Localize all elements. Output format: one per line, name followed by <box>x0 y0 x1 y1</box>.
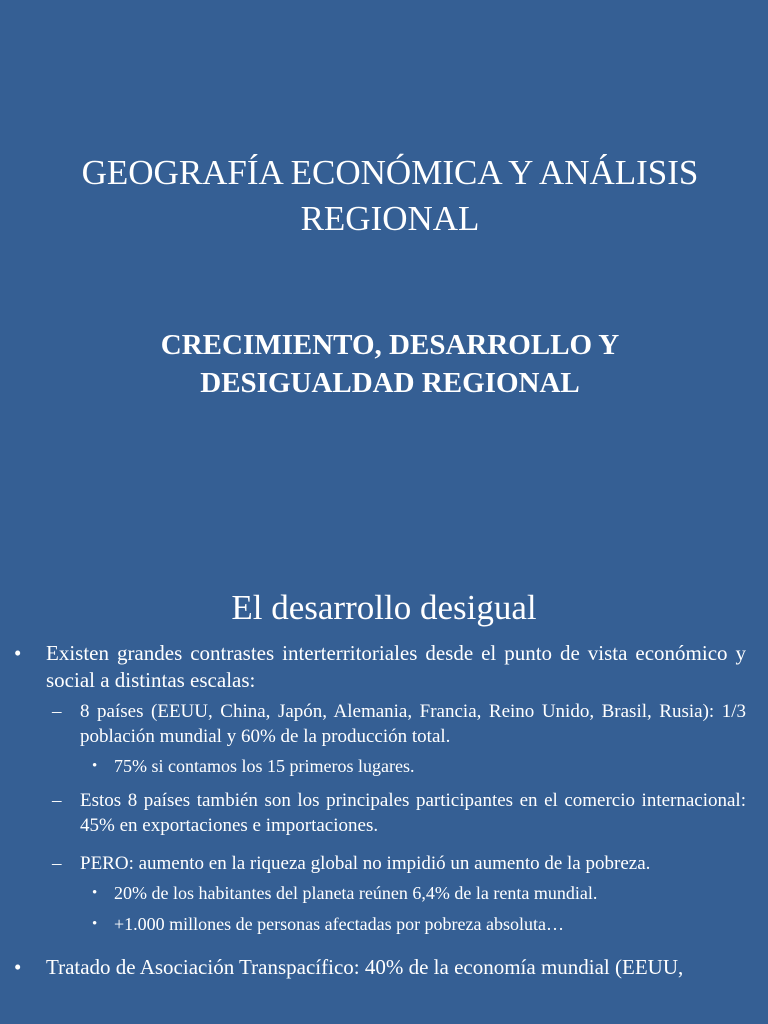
dash-marker: – <box>52 790 62 811</box>
content-slide <box>0 576 768 1024</box>
sub-bullet-item <box>0 699 768 749</box>
sub-bullet-item <box>0 851 768 876</box>
bullet-text: Tratado de Asociación Transpacífico: 40% de la economía mundial (EEUU, <box>46 955 684 979</box>
bullet-marker: • <box>14 641 22 665</box>
sub-sub-bullet-item <box>0 913 768 936</box>
dash-marker: – <box>52 701 62 722</box>
bullet-item <box>0 954 768 981</box>
sub-sub-bullet-text: 75% si contamos los 15 primeros lugares. <box>114 756 415 776</box>
bullet-item <box>0 640 768 694</box>
bullet-text: Existen grandes contrastes interterritoriales desde el punto de vista económico y social a distintas escalas: <box>46 641 746 692</box>
sub-bullet-item <box>0 788 768 838</box>
sub-bullet-text: PERO: aumento en la riqueza global no impidió un aumento de la pobreza. <box>80 853 651 874</box>
bullet-list <box>0 640 768 981</box>
sub-bullet-text: 8 países (EEUU, China, Japón, Alemania, Francia, Reino Unido, Brasil, Rusia): 1/3 población mundial y 60% de la producción total. <box>80 701 746 747</box>
bullet-marker: • <box>92 885 98 901</box>
bullet-marker: • <box>14 955 22 979</box>
sub-sub-bullet-text: +1.000 millones de personas afectadas por pobreza absoluta… <box>114 914 565 934</box>
sub-bullet-text: Estos 8 países también son los principales participantes en el comercio internacional: 45% en exportaciones e importaciones. <box>80 790 746 836</box>
sub-sub-bullet-item <box>0 882 768 905</box>
bullet-marker: • <box>92 916 98 932</box>
slide-title: El desarrollo desigual <box>231 588 537 627</box>
sub-sub-bullet-text: 20% de los habitantes del planeta reúnen 6,4% de la renta mundial. <box>114 883 598 903</box>
presentation-title: GEOGRAFÍA ECONÓMICA Y ANÁLISIS REGIONAL <box>81 153 699 238</box>
sub-sub-bullet-item <box>0 755 768 778</box>
bullet-marker: • <box>92 758 98 774</box>
presentation-subtitle: CRECIMIENTO, DESARROLLO Y DESIGUALDAD REGIONAL <box>160 329 620 399</box>
dash-marker: – <box>52 853 62 874</box>
